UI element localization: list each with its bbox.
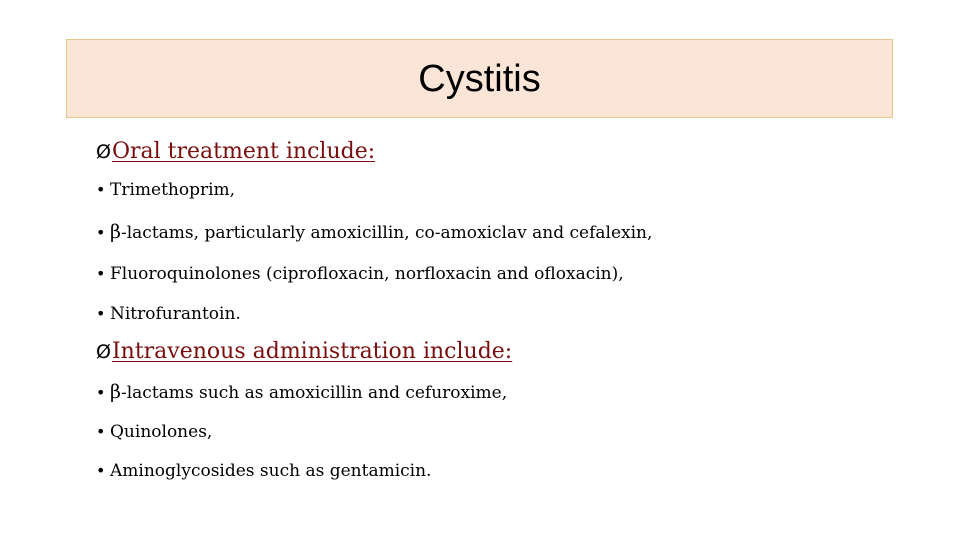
list-item — [96, 420, 212, 444]
list-item — [96, 178, 235, 202]
item-text: Quinolones, — [110, 422, 213, 442]
list-item — [96, 380, 507, 405]
section-heading-intravenous — [96, 338, 512, 366]
item-text: -lactams such as amoxicillin and cefuroxime, — [120, 383, 508, 403]
bullet-dot-icon: • — [96, 180, 106, 199]
item-text: -lactams, particularly amoxicillin, co-amoxiclav and cefalexin, — [120, 223, 653, 243]
bullet-dot-icon: • — [96, 422, 106, 441]
item-text: Trimethoprim, — [110, 180, 236, 200]
slide-title: Cystitis — [418, 58, 541, 100]
list-item — [96, 220, 652, 245]
item-prefix-beta: β — [110, 381, 121, 403]
item-text: Nitrofurantoin. — [110, 304, 241, 324]
bullet-dot-icon: • — [96, 304, 106, 323]
heading-text: Intravenous administration include: — [111, 339, 513, 364]
bullet-dot-icon: • — [96, 383, 106, 402]
section-heading-oral — [96, 138, 375, 166]
arrow-bullet-icon: Ø — [96, 341, 111, 363]
arrow-bullet-icon: Ø — [96, 141, 111, 163]
bullet-dot-icon: • — [96, 461, 106, 480]
list-item — [96, 459, 431, 483]
list-item — [96, 262, 624, 286]
item-text: Fluoroquinolones (ciprofloxacin, norfloxacin and ofloxacin), — [110, 264, 624, 284]
bullet-dot-icon: • — [96, 264, 106, 283]
item-text: Aminoglycosides such as gentamicin. — [110, 461, 432, 481]
heading-text: Oral treatment include: — [111, 139, 376, 164]
list-item — [96, 302, 241, 326]
bullet-dot-icon: • — [96, 223, 106, 242]
title-box — [66, 39, 893, 118]
item-prefix-beta: β — [110, 221, 121, 243]
